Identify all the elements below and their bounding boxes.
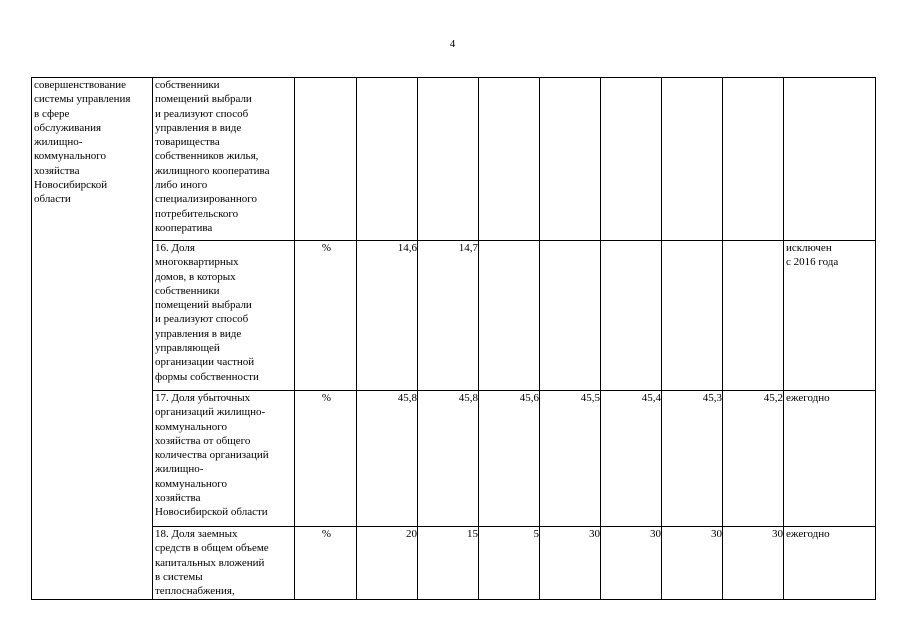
goal-cell xyxy=(32,78,153,600)
value-cell: 20 xyxy=(357,527,418,600)
indicator-line: 17. Доля убыточных xyxy=(155,392,251,404)
indicator-line: управляющей xyxy=(155,342,220,355)
goal-line: жилищно- xyxy=(34,136,83,149)
indicator-cell xyxy=(153,241,295,391)
value-cell: 45,6 xyxy=(479,391,540,527)
indicator-line: формы собственности xyxy=(155,370,259,383)
goal-line: коммунального xyxy=(34,150,106,163)
indicator-line: управления в виде xyxy=(155,327,242,340)
value-cell xyxy=(601,241,662,391)
value-cell xyxy=(662,78,723,241)
indicator-line: и реализуют способ xyxy=(155,107,249,120)
indicator-line: коммунального xyxy=(155,420,227,433)
indicator-line: Новосибирской области xyxy=(155,506,268,519)
indicator-line: либо иного xyxy=(155,179,208,192)
indicator-cell xyxy=(153,78,295,241)
note-line: с 2016 года xyxy=(786,256,839,269)
note-cell xyxy=(784,241,876,391)
value-cell: 30 xyxy=(540,527,601,600)
indicator-line: помещений выбрали xyxy=(155,299,252,312)
indicator-line: жилищного кооператива xyxy=(155,164,270,177)
indicator-line: хозяйства от общего xyxy=(155,434,251,447)
table-row xyxy=(32,78,876,241)
value-cell: 45,5 xyxy=(540,391,601,527)
note-line: исключен xyxy=(786,242,832,254)
goal-line: хозяйства xyxy=(34,164,80,177)
value-cell: 14,6 xyxy=(357,241,418,391)
indicator-line: хозяйства xyxy=(155,492,201,505)
value-cell: 45,3 xyxy=(662,391,723,527)
indicator-line: и реализуют способ xyxy=(155,313,249,326)
goal-line: Новосибирской xyxy=(34,179,108,192)
value-cell xyxy=(601,78,662,241)
goal-line: в сфере xyxy=(34,107,70,120)
indicator-line: потребительского xyxy=(155,207,239,220)
indicator-line: количества организаций xyxy=(155,449,269,462)
indicator-line: 18. Доля заемных xyxy=(155,528,238,540)
value-cell: 14,7 xyxy=(418,241,479,391)
value-cell: 5 xyxy=(479,527,540,600)
indicator-line: 16. Доля xyxy=(155,242,195,254)
value-cell: 45,8 xyxy=(418,391,479,527)
indicator-line: собственники xyxy=(155,79,220,91)
note-cell xyxy=(784,78,876,241)
indicator-line: управления в виде xyxy=(155,121,242,134)
value-cell: 15 xyxy=(418,527,479,600)
goal-line: системы управления xyxy=(34,93,131,106)
note-line: ежегодно xyxy=(786,528,830,540)
value-cell xyxy=(479,78,540,241)
note-line: ежегодно xyxy=(786,392,830,404)
table-row xyxy=(32,241,876,391)
goal-line: обслуживания xyxy=(34,121,102,134)
unit-cell xyxy=(295,78,357,241)
value-cell: 45,4 xyxy=(601,391,662,527)
indicator-line: средств в общем объеме xyxy=(155,542,269,555)
value-cell: 30 xyxy=(662,527,723,600)
indicator-cell xyxy=(153,527,295,600)
value-cell xyxy=(418,78,479,241)
value-cell xyxy=(540,78,601,241)
indicator-line: в системы xyxy=(155,570,203,583)
value-cell xyxy=(540,241,601,391)
value-cell: 30 xyxy=(723,527,784,600)
table-row xyxy=(32,527,876,600)
indicator-line: жилищно- xyxy=(155,463,204,476)
value-cell xyxy=(723,241,784,391)
unit-cell: % xyxy=(295,527,357,600)
indicators-table xyxy=(31,77,876,600)
value-cell xyxy=(662,241,723,391)
indicator-line: теплоснабжения, xyxy=(155,585,235,598)
value-cell xyxy=(357,78,418,241)
indicator-line: организации частной xyxy=(155,356,255,369)
note-cell xyxy=(784,527,876,600)
value-cell: 30 xyxy=(601,527,662,600)
page-number: 4 xyxy=(449,38,456,50)
unit-cell: % xyxy=(295,391,357,527)
table-row xyxy=(32,391,876,527)
indicator-line: капитальных вложений xyxy=(155,556,265,569)
value-cell: 45,2 xyxy=(723,391,784,527)
indicator-line: организаций жилищно- xyxy=(155,406,266,419)
note-cell xyxy=(784,391,876,527)
indicator-line: собственников жилья, xyxy=(155,150,259,163)
goal-line: совершенствование xyxy=(34,79,127,91)
indicator-line: собственники xyxy=(155,284,220,297)
indicator-line: коммунального xyxy=(155,477,227,490)
indicator-line: помещений выбрали xyxy=(155,93,252,106)
indicator-line: домов, в которых xyxy=(155,270,236,283)
indicator-line: товарищества xyxy=(155,136,220,149)
value-cell: 45,8 xyxy=(357,391,418,527)
indicator-line: кооператива xyxy=(155,221,213,234)
value-cell xyxy=(479,241,540,391)
indicator-line: многоквартирных xyxy=(155,256,239,269)
unit-cell: % xyxy=(295,241,357,391)
goal-line: области xyxy=(34,193,71,206)
indicator-cell xyxy=(153,391,295,527)
indicator-line: специализированного xyxy=(155,193,257,206)
value-cell xyxy=(723,78,784,241)
